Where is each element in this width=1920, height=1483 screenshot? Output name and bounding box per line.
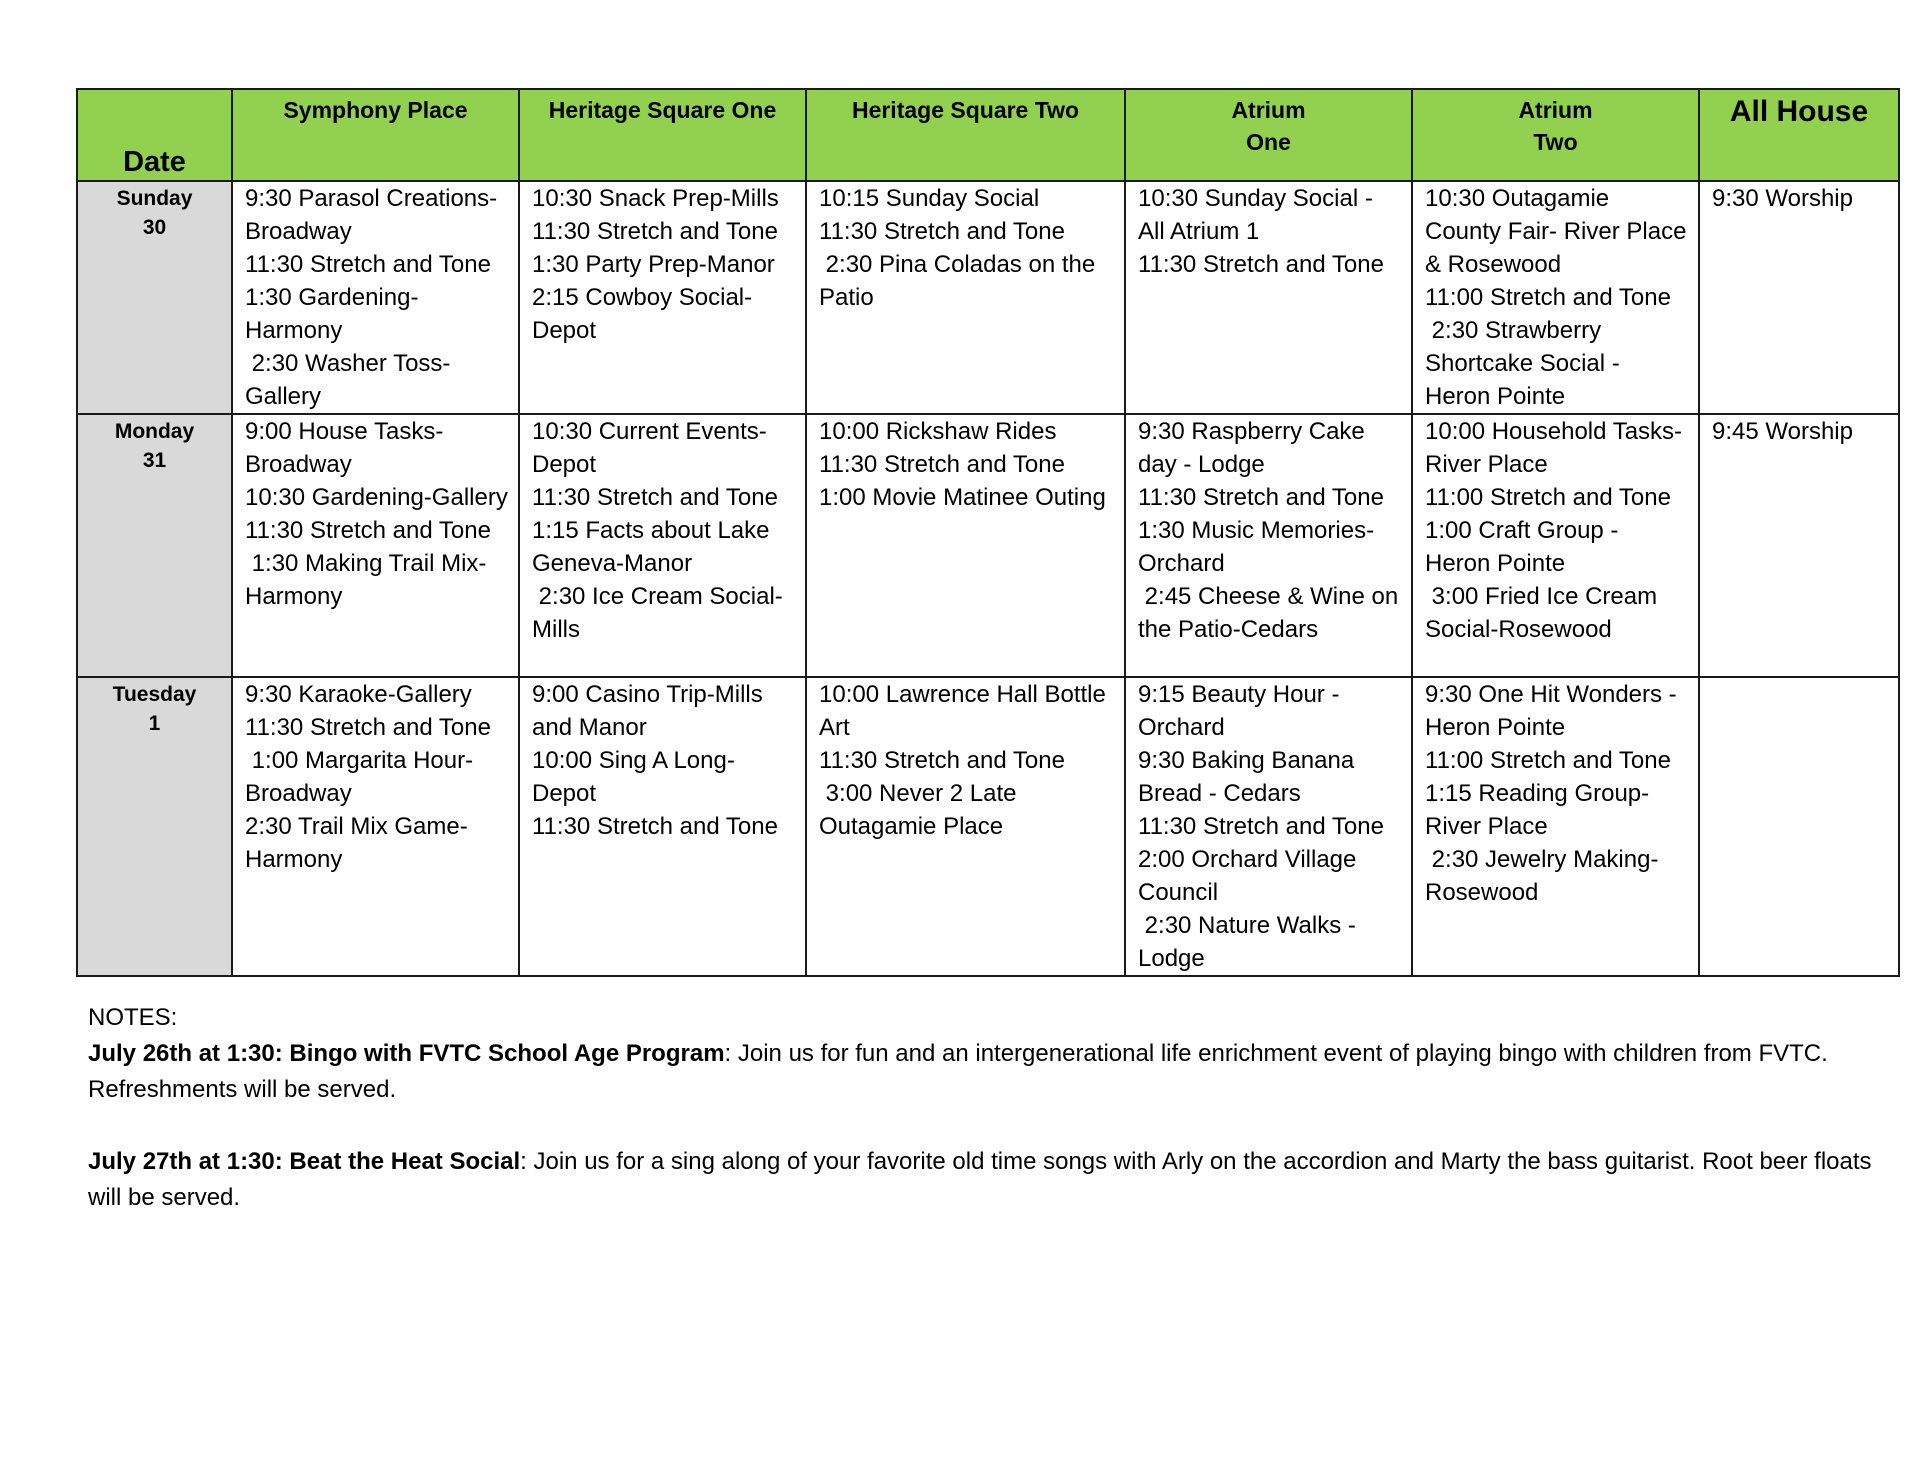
column-header-line: Heritage Square One — [548, 97, 777, 123]
activity-entry: 11:30 Stretch and Tone — [532, 218, 778, 245]
activity-cell — [1412, 414, 1699, 677]
day-name: Sunday — [116, 187, 193, 210]
schedule-row-sunday — [77, 181, 1899, 414]
activity-entry: 11:00 Stretch and Tone — [1425, 747, 1671, 774]
activity-entry: 11:00 Stretch and Tone — [1425, 284, 1671, 311]
activity-entry: 10:30 Current Events-Depot — [532, 418, 767, 478]
activity-cell — [1699, 414, 1899, 677]
activity-entry: 1:00 Movie Matinee Outing — [819, 484, 1106, 511]
day-number: 30 — [142, 216, 167, 239]
activity-entry: 10:30 Gardening-Gallery — [245, 484, 508, 511]
activity-entry: 1:00 Craft Group - Heron Pointe — [1425, 517, 1626, 577]
activity-cell — [1125, 181, 1412, 414]
activity-entry: 9:30 Baking Banana Bread - Cedars — [1138, 747, 1361, 807]
activity-entry: 10:00 Sing A Long-Depot — [532, 747, 735, 807]
activity-cell — [1125, 677, 1412, 976]
activity-cell — [1412, 677, 1699, 976]
day-cell — [77, 414, 232, 677]
column-header-symphony-place — [232, 89, 519, 181]
activity-entry: 9:30 Karaoke-Gallery — [245, 681, 472, 708]
activity-entry: 9:30 Raspberry Cake day - Lodge — [1138, 418, 1372, 478]
notes-section — [88, 1000, 1878, 1216]
activity-cell — [232, 181, 519, 414]
activity-schedule-table — [76, 88, 1900, 977]
activity-entry: 9:30 Parasol Creations-Broadway — [245, 185, 498, 245]
note-title: July 26th at 1:30: Bingo with FVTC School Age Program — [88, 1040, 725, 1067]
day-number: 1 — [148, 712, 161, 735]
note-text: : Join us for a sing along of your favorite old time songs with Arly on the accordion and Marty the bass guitarist. Root beer floats will be served. — [88, 1148, 1872, 1211]
column-header-line: Atrium — [1231, 97, 1306, 123]
day-cell — [77, 677, 232, 976]
day-number: 31 — [142, 449, 167, 472]
activity-entry: 10:30 Sunday Social - All Atrium 1 — [1138, 185, 1379, 245]
column-header-atrium-two — [1412, 89, 1699, 181]
activity-entry: 9:45 Worship — [1712, 418, 1853, 445]
activity-entry: 10:15 Sunday Social — [819, 185, 1040, 212]
activity-entry: 1:00 Margarita Hour-Broadway — [245, 747, 474, 807]
activity-entry: 2:30 Pina Coladas on the Patio — [819, 251, 1102, 311]
day-name: Monday — [114, 420, 195, 443]
activity-cell — [1125, 414, 1412, 677]
notes-heading: NOTES: — [88, 1004, 178, 1031]
activity-cell — [806, 414, 1125, 677]
day-name: Tuesday — [112, 683, 197, 706]
activity-entry: 11:30 Stretch and Tone — [532, 484, 778, 511]
activity-entry: 11:00 Stretch and Tone — [1425, 484, 1671, 511]
activity-cell — [1699, 677, 1899, 976]
activity-entry: 2:30 Jewelry Making-Rosewood — [1425, 846, 1659, 906]
header-row — [77, 89, 1899, 181]
notes-spacer — [88, 1108, 1878, 1144]
activity-entry: 1:30 Making Trail Mix-Harmony — [245, 550, 487, 610]
note-title: July 27th at 1:30: Beat the Heat Social — [88, 1148, 521, 1175]
column-header-line: Atrium — [1518, 97, 1593, 123]
activity-entry: 9:00 House Tasks-Broadway — [245, 418, 444, 478]
activity-cell — [519, 181, 806, 414]
activity-entry: 10:00 Rickshaw Rides — [819, 418, 1057, 445]
column-header-heritage-square-two — [806, 89, 1125, 181]
note-item — [88, 1036, 1878, 1108]
activity-entry: 11:30 Stretch and Tone — [245, 517, 491, 544]
activity-entry: 3:00 Never 2 Late Outagamie Place — [819, 780, 1024, 840]
activity-entry: 11:30 Stretch and Tone — [819, 747, 1065, 774]
activity-entry: 9:00 Casino Trip-Mills and Manor — [532, 681, 770, 741]
column-header-heritage-square-one — [519, 89, 806, 181]
activity-entry: 1:30 Gardening-Harmony — [245, 284, 419, 344]
column-header-atrium-one — [1125, 89, 1412, 181]
activity-entry: 2:30 Strawberry Shortcake Social - Heron Pointe — [1425, 317, 1627, 410]
date-column-header: Date — [77, 89, 232, 181]
activity-entry: 2:30 Washer Toss-Gallery — [245, 350, 451, 410]
activity-entry: 10:00 Lawrence Hall Bottle Art — [819, 681, 1112, 741]
activity-entry: 1:15 Facts about Lake Geneva-Manor — [532, 517, 777, 577]
activity-cell — [806, 677, 1125, 976]
day-cell — [77, 181, 232, 414]
activity-entry: 2:30 Ice Cream Social-Mills — [532, 583, 783, 643]
column-header-line: All House — [1729, 95, 1869, 128]
column-header-line: Heritage Square Two — [851, 97, 1080, 123]
activity-entry: 11:30 Stretch and Tone — [1138, 484, 1384, 511]
activity-entry: 2:15 Cowboy Social-Depot — [532, 284, 753, 344]
note-item — [88, 1144, 1878, 1216]
activity-entry: 9:15 Beauty Hour - Orchard — [1138, 681, 1347, 741]
activity-cell — [232, 414, 519, 677]
activity-entry: 11:30 Stretch and Tone — [245, 714, 491, 741]
activity-entry: 1:15 Reading Group-River Place — [1425, 780, 1650, 840]
activity-entry: 10:00 Household Tasks-River Place — [1425, 418, 1683, 478]
activity-cell — [519, 414, 806, 677]
activity-entry: 2:30 Trail Mix Game-Harmony — [245, 813, 468, 873]
activity-entry: 9:30 One Hit Wonders -Heron Pointe — [1425, 681, 1677, 741]
activity-entry: 11:30 Stretch and Tone — [1138, 251, 1384, 278]
activity-entry: 11:30 Stretch and Tone — [819, 451, 1065, 478]
column-header-line: One — [1246, 129, 1291, 155]
activity-entry: 2:45 Cheese & Wine on the Patio-Cedars — [1138, 583, 1405, 643]
activity-cell — [1412, 181, 1699, 414]
activity-entry: 3:00 Fried Ice Cream Social-Rosewood — [1425, 583, 1664, 643]
activity-cell — [519, 677, 806, 976]
activity-entry: 11:30 Stretch and Tone — [245, 251, 491, 278]
activity-entry: 1:30 Party Prep-Manor — [532, 251, 775, 278]
column-header-all-house — [1699, 89, 1899, 181]
activity-entry: 10:30 Snack Prep-Mills — [532, 185, 779, 212]
activity-cell — [232, 677, 519, 976]
activity-entry: 11:30 Stretch and Tone — [532, 813, 778, 840]
activity-entry: 10:30 Outagamie County Fair- River Place & Rosewood — [1425, 185, 1694, 278]
column-header-line: Symphony Place — [283, 97, 468, 123]
schedule-row-tuesday — [77, 677, 1899, 976]
activity-entry: 11:30 Stretch and Tone — [1138, 813, 1384, 840]
activity-entry: 1:30 Music Memories-Orchard — [1138, 517, 1375, 577]
activity-cell — [806, 181, 1125, 414]
schedule-row-monday — [77, 414, 1899, 677]
column-header-line: Two — [1533, 129, 1578, 155]
activity-entry: 9:30 Worship — [1712, 185, 1853, 212]
note-text: : Join us for fun and an intergenerational life enrichment event of playing bingo with children from FVTC. Refreshments will be served. — [88, 1040, 1828, 1103]
activity-entry: 11:30 Stretch and Tone — [819, 218, 1065, 245]
activity-entry: 2:00 Orchard Village Council — [1138, 846, 1364, 906]
activity-entry: 2:30 Nature Walks - Lodge — [1138, 912, 1363, 972]
activity-cell — [1699, 181, 1899, 414]
